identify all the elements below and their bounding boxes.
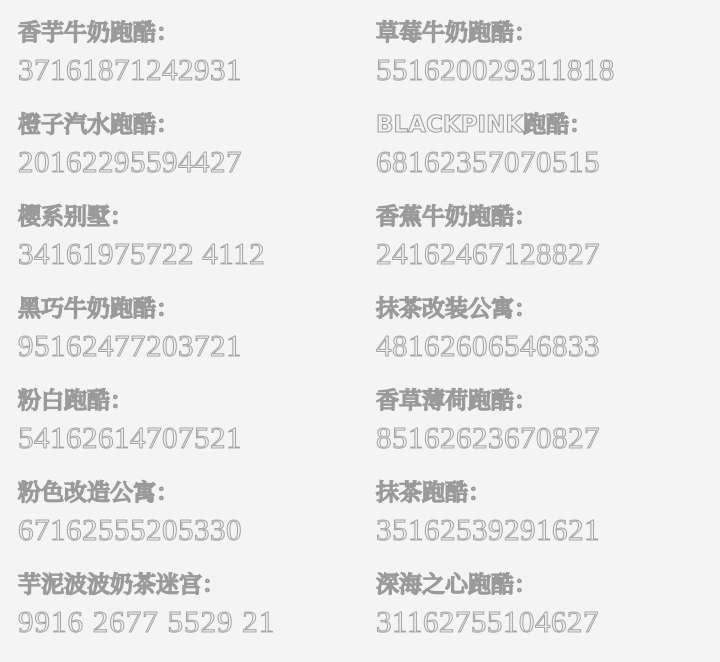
list-item — [370, 570, 710, 662]
item-label: 粉色改造公寓： — [18, 480, 179, 506]
item-code: 37161871242931 — [18, 52, 242, 87]
item-code: 35162539291621 — [376, 512, 600, 547]
item-code: 551620029311818 — [376, 52, 615, 87]
list-item — [370, 110, 710, 202]
list-item — [370, 294, 710, 386]
item-label: 芋泥波波奶茶迷宫： — [18, 572, 225, 598]
item-code: 20162295594427 — [18, 144, 242, 179]
item-code: 34161975722 4112 — [18, 236, 266, 271]
item-code: 67162555205330 — [18, 512, 242, 547]
item-label: 抹茶改装公寓： — [376, 296, 537, 322]
code-grid — [10, 18, 710, 662]
item-label: 抹茶跑酷： — [376, 480, 491, 506]
item-label: BLACKPINK跑酷： — [376, 112, 593, 138]
list-item — [370, 478, 710, 570]
list-item — [370, 18, 710, 110]
list-item — [10, 294, 370, 386]
list-item — [10, 110, 370, 202]
item-code: 48162606546833 — [376, 328, 600, 363]
list-item — [10, 478, 370, 570]
item-code: 9916 2677 5529 21 — [18, 604, 276, 639]
item-label: 樱系别墅： — [18, 204, 133, 230]
list-item — [10, 570, 370, 662]
item-label: 香草薄荷跑酷： — [376, 388, 537, 414]
list-item — [10, 386, 370, 478]
item-label: 香蕉牛奶跑酷： — [376, 204, 537, 230]
item-label: 深海之心跑酷： — [376, 572, 537, 598]
item-label: 粉白跑酷： — [18, 388, 133, 414]
item-label: 黑巧牛奶跑酷： — [18, 296, 179, 322]
item-code: 24162467128827 — [376, 236, 600, 271]
item-code: 95162477203721 — [18, 328, 242, 363]
list-item — [10, 18, 370, 110]
list-item — [370, 202, 710, 294]
item-label: 草莓牛奶跑酷： — [376, 20, 537, 46]
item-code: 31162755104627 — [376, 604, 599, 639]
item-label: 橙子汽水跑酷： — [18, 112, 179, 138]
list-item — [10, 202, 370, 294]
item-code: 68162357070515 — [376, 144, 600, 179]
item-label: 香芋牛奶跑酷： — [18, 20, 179, 46]
item-code: 54162614707521 — [18, 420, 242, 455]
item-code: 85162623670827 — [376, 420, 600, 455]
list-item — [370, 386, 710, 478]
